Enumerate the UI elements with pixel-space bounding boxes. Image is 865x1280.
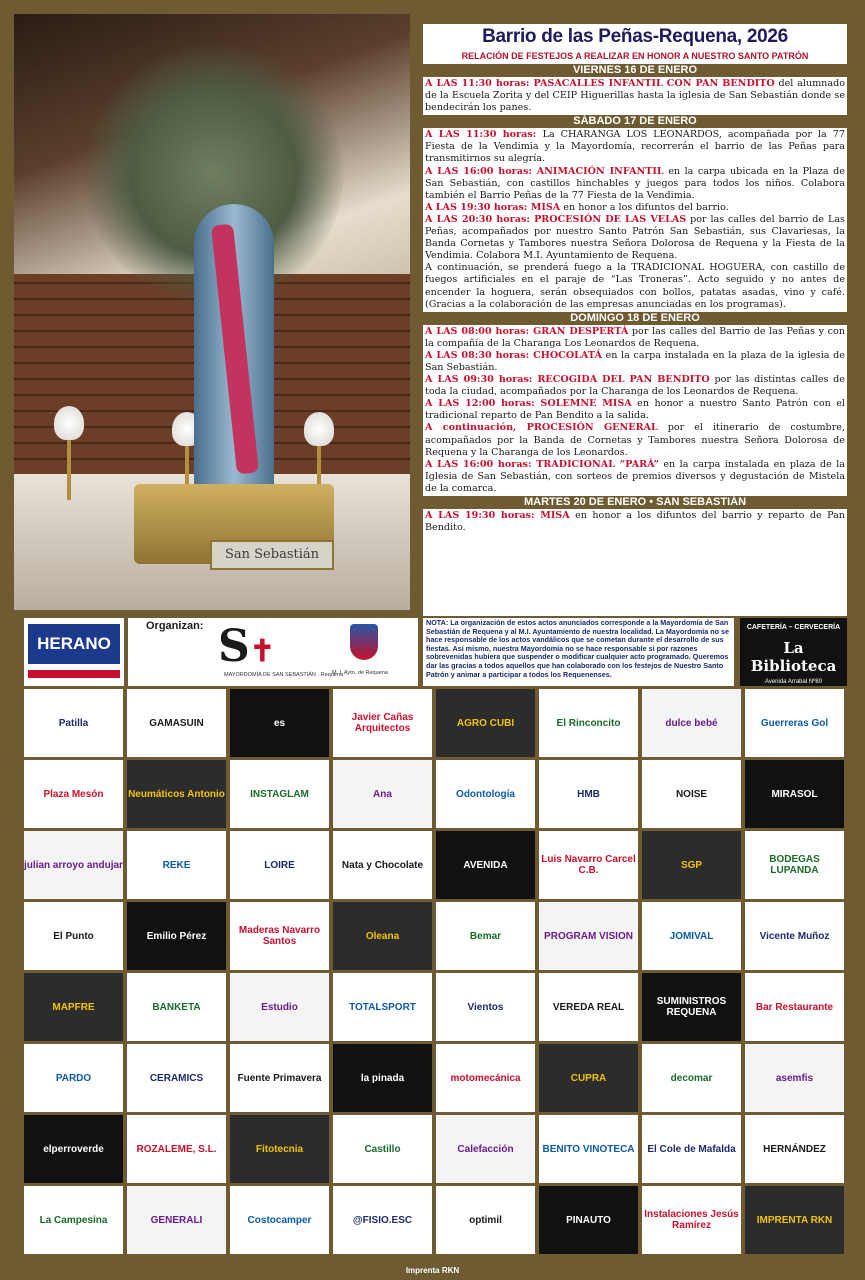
day-header: VIERNES 16 DE ENERO [423, 64, 847, 77]
sponsor-ad [333, 689, 432, 757]
sponsor-ad [642, 902, 741, 970]
sponsor-ad [333, 1115, 432, 1183]
sponsor-ad [127, 1186, 226, 1254]
sponsor-name: CERAMICS [149, 1072, 204, 1084]
sponsor-name: Calefacción [457, 1143, 514, 1155]
event-time: A LAS 08:30 horas: [425, 349, 534, 361]
event-title: MISA [530, 201, 561, 213]
sponsor-name: Maderas Navarro Santos [238, 925, 321, 947]
sponsor-name: Emilio Pérez [146, 930, 207, 942]
sponsor-ad [127, 1044, 226, 1112]
sponsor-ad [745, 973, 844, 1041]
sponsor-name: GENERALI [150, 1214, 203, 1226]
event-text: en honor a los difuntos del barrio. [560, 201, 729, 213]
sponsor-ad [642, 1186, 741, 1254]
mayordomia-text: MAYORDOMÍA DE SAN SEBASTIÁN · Requena [224, 672, 344, 678]
sponsor-name: JOMIVAL [669, 930, 714, 942]
event-title: SOLEMNE MISA [540, 398, 632, 410]
note-box: NOTA: La organización de estos actos anunciados corresponde a la Mayordomía de San Sebastián de Requena y al M.I. Ayuntamiento de nuestra localidad. La Mayordomía no se hace responsable de los actos vandálicos que se cometan durante el desarrollo de sus fiestas. Así mismo, nuestra Mayordomía no se hace responsable si por razones sobrevenidas hubiera que suspender o modificar cualquier acto programado. Queremos dar las gracias a todos aquellos que han colaborado con los festejos de Nuestro Santo Patrón y animar a participar a todos los Requenenses. [423, 618, 734, 686]
event-item [423, 202, 847, 214]
sponsor-ad [24, 1186, 123, 1254]
sponsor-ad [539, 1044, 638, 1112]
sponsor-ad [127, 973, 226, 1041]
event-text: por el itinerario de costumbre, acompañados por la Banda de Cornetas y Tambores nuestra Señora Dolorosa de Requena y la Charanga de los Leonardos. [425, 422, 846, 458]
sponsor-ad [230, 831, 329, 899]
footer-credit: Imprenta RKN [405, 1266, 460, 1275]
sponsor-name: VEREDA REAL [552, 1001, 625, 1013]
coat-of-arms-icon [350, 624, 378, 660]
event-time: A LAS 08:00 horas: [425, 325, 534, 337]
sponsor-ad [436, 760, 535, 828]
event-title: GRAN DESPERTÁ [533, 325, 629, 337]
sponsor-ad [333, 760, 432, 828]
sponsor-name: Neumáticos Antonio [128, 788, 225, 800]
event-item [423, 214, 847, 262]
sponsor-ad [745, 902, 844, 970]
sponsor-name: es [273, 717, 286, 729]
sponsor-ad [230, 760, 329, 828]
sponsor-name: asemfis [775, 1072, 814, 1084]
sponsor-name: El Rinconcito [556, 717, 621, 729]
sponsor-name: decomar [670, 1072, 713, 1084]
sponsor-name: INSTAGLAM [250, 788, 309, 800]
sponsor-ad [539, 760, 638, 828]
lamp-icon [54, 406, 84, 440]
sponsor-name: AGRO CUBI [456, 717, 515, 729]
sponsor-name: elperroverde [43, 1143, 104, 1155]
event-time: A LAS 11:30 horas: [425, 129, 543, 141]
event-title: MISA [540, 510, 570, 521]
event-time: A LAS 16:00 horas: [425, 458, 537, 470]
event-text: en la carpa instalada en plaza de la Iglesia de San Sebastián, con sorteos de premios diversos y degustación de Mistela de la comarca. [425, 458, 845, 494]
sponsor-ad [642, 760, 741, 828]
sponsor-name: Fitotecnia [255, 1143, 304, 1155]
event-item [423, 166, 847, 202]
event-text: en la carpa ubicada en la Plaza de San Sebastián, con castillos hinchables y juegos para todos los niños. Colabora también el Barrio Peñas de la 77 Fiesta de la Vendimia. [425, 165, 845, 201]
event-item [423, 129, 847, 165]
biblioteca-ad [740, 618, 847, 686]
event-text: por las calles del Barrio de las Peñas y con la compañía de la Charanga Los Leonardos de Requena. [425, 325, 845, 349]
event-time: A LAS 19:30 horas: [425, 201, 531, 213]
event-text: A continuación, se prenderá fuego a la TRADICIONAL HOGUERA, con castillo de fuegos artificiales en el paraje de “Las Troneras”. Acto seguido y no antes de encender la hoguera, serán obsequiados con bollos, patatas asadas, vino y café. (Gracias a la colaboración de las empresas anunciadas en los programas). [425, 262, 845, 310]
day-header: DOMINGO 18 DE ENERO [423, 312, 847, 325]
sponsor-ad [230, 1186, 329, 1254]
day-header: SÁBADO 17 DE ENERO [423, 115, 847, 128]
sponsor-ad [642, 1044, 741, 1112]
sponsor-name: Oleana [365, 930, 400, 942]
event-time: A LAS 19:30 horas: [425, 510, 541, 521]
event-item [423, 422, 847, 458]
sponsor-name: Odontología [456, 788, 515, 800]
sponsor-name: BENITO VINOTECA [542, 1143, 635, 1155]
event-title: CHOCOLATÁ [533, 349, 602, 361]
programme-panel [423, 24, 847, 616]
herano-logo [24, 618, 124, 686]
sponsor-ad [127, 689, 226, 757]
sponsor-name: SUMINISTROS REQUENA [656, 996, 727, 1018]
sponsor-ad [436, 831, 535, 899]
sponsor-name: Vicente Muñoz [759, 930, 830, 942]
sponsor-name: Patilla [58, 717, 89, 729]
sponsor-name: NOISE [675, 788, 708, 800]
sponsor-ad [24, 689, 123, 757]
biblioteca-address: Avenida Arrabal Nº80 [764, 679, 823, 685]
event-item [423, 459, 847, 495]
sponsor-ad [436, 689, 535, 757]
sponsor-ad [127, 831, 226, 899]
sponsor-name: PARDO [55, 1072, 92, 1084]
sponsor-ad [127, 760, 226, 828]
sponsor-name: Luis Navarro Carcel C.B. [541, 854, 636, 876]
sponsor-name: El Punto [53, 930, 94, 942]
sponsor-ad [436, 973, 535, 1041]
sponsor-name: Vientos [467, 1001, 504, 1013]
event-time: A LAS 20:30 horas: [425, 213, 535, 225]
sponsor-name: Javier Cañas Arquitectos [351, 712, 414, 734]
sponsor-name: SGP [680, 859, 703, 871]
sponsor-name: IMPRENTA RKN [756, 1214, 833, 1226]
sponsor-ad [745, 831, 844, 899]
sponsor-name: Nata y Chocolate [341, 859, 424, 871]
page-title: Barrio de las Peñas-Requena, 2026 [482, 26, 788, 47]
event-time: A LAS 11:30 horas: [425, 78, 534, 89]
event-item [423, 350, 847, 374]
sponsor-ad [333, 1044, 432, 1112]
sponsor-ad [642, 831, 741, 899]
sponsor-ad [745, 1044, 844, 1112]
sponsor-name: HERNÁNDEZ [763, 1143, 826, 1155]
event-text: en honor a los difuntos del barrio y reparto de Pan Bendito. [425, 510, 845, 534]
sponsor-name: PROGRAM VISION [544, 930, 633, 942]
event-item [423, 510, 847, 534]
event-time: A LAS 12:00 horas: [425, 398, 541, 410]
sponsor-ad [745, 1115, 844, 1183]
event-title: TRADICIONAL “PARÁ” [536, 458, 659, 470]
sponsor-ad [230, 973, 329, 1041]
biblioteca-name: La Biblioteca [750, 639, 837, 675]
sponsor-ad [539, 1186, 638, 1254]
day-header: MARTES 20 DE ENERO • SAN SEBASTIÁN [423, 496, 847, 509]
sponsor-ad [230, 1044, 329, 1112]
lamp-icon [304, 412, 334, 446]
sponsor-ad [642, 1115, 741, 1183]
sponsor-ad [24, 1115, 123, 1183]
organizers-label: Organizan: [146, 620, 204, 632]
sponsor-name: MIRASOL [771, 788, 818, 800]
event-text: por las calles del barrio de Las Peñas, acompañados por nuestro Santo Patrón San Sebastián, sus Clavariesas, la Banda Cornetas y Tambores nuestra Señora Dolorosa de Requena y la Fiesta de la Vendimia. Colabora M.I. Ayuntamiento de Requena. [425, 213, 845, 262]
sponsor-ad [642, 689, 741, 757]
sponsor-ad [745, 689, 844, 757]
saint-photo [14, 14, 410, 610]
sponsor-name: Ana [373, 788, 392, 800]
sponsor-name: TOTALSPORT [349, 1001, 416, 1013]
event-title: PROCESIÓN DE LAS VELAS [534, 213, 687, 225]
event-item [423, 374, 847, 398]
sponsor-ad [230, 902, 329, 970]
sponsor-name: Estudio [261, 1001, 298, 1013]
sponsor-ad [539, 689, 638, 757]
sponsor-name: BANKETA [152, 1001, 201, 1013]
sponsor-name: motomecánica [450, 1072, 521, 1084]
sponsor-name: BODEGAS LUPANDA [769, 854, 820, 876]
sponsor-name: LOIRE [264, 859, 295, 871]
event-item [423, 78, 847, 114]
sponsor-name: CUPRA [570, 1072, 607, 1084]
sponsor-ad [230, 689, 329, 757]
sponsor-ad [24, 902, 123, 970]
sponsor-name: @FISIO.ESC [352, 1214, 413, 1226]
days-list [423, 64, 847, 534]
sponsor-name: Plaza Mesón [43, 788, 104, 800]
sponsor-ad [24, 1044, 123, 1112]
event-time: A LAS 16:00 horas: [425, 165, 537, 177]
event-item [423, 398, 847, 422]
mayordomia-logo: S✝ [218, 621, 275, 672]
sponsor-name: AVENIDA [463, 859, 508, 871]
sponsor-ad [333, 902, 432, 970]
ayto-text: M. I. Ayto. de Requena [332, 670, 388, 676]
sponsor-name: El Cole de Mafalda [647, 1143, 736, 1155]
sponsor-ad [642, 973, 741, 1041]
sponsor-name: La Campesina [39, 1214, 108, 1226]
sponsor-ad [436, 902, 535, 970]
sponsor-name: MAPFRE [52, 1001, 95, 1013]
sponsor-ad [436, 1186, 535, 1254]
event-text: en honor a nuestro Santo Patrón con el tradicional reparto de Pan Bendito a la salida. [425, 398, 845, 422]
sponsor-name: Costocamper [247, 1214, 312, 1226]
sponsor-ad [539, 902, 638, 970]
sponsor-ad [333, 1186, 432, 1254]
sponsor-ad [230, 1115, 329, 1183]
event-item [423, 326, 847, 350]
sponsor-name: REKE [162, 859, 191, 871]
event-text: por las distintas calles de toda la ciudad, acompañados por la Charanga de los Leonardos de Requena. [425, 374, 845, 398]
sponsor-name: Bemar [469, 930, 502, 942]
sponsor-ad [333, 973, 432, 1041]
sponsor-name: HMB [577, 788, 600, 800]
sponsor-ad [24, 831, 123, 899]
event-text: del alumnado de la Escuela Zorita y del CEIP Higuerillas hasta la iglesia de San Sebastián donde se bendecirán los panes. [425, 78, 845, 114]
organizers-box [128, 618, 418, 686]
sponsor-name: Instalaciones Jesús Ramírez [644, 1209, 739, 1231]
sponsor-ad [127, 1115, 226, 1183]
page-subtitle: RELACIÓN DE FESTEJOS A REALIZAR EN HONOR A NUESTRO SANTO PATRÓN [461, 51, 809, 61]
sponsor-name: PINAUTO [566, 1214, 611, 1226]
sponsor-ad [127, 902, 226, 970]
sponsor-ad [333, 831, 432, 899]
sponsor-name: GAMASUIN [149, 717, 204, 729]
statue-plaque: San Sebastián [210, 540, 334, 570]
event-item [423, 262, 847, 310]
event-title: PROCESIÓN GENERAL [526, 422, 658, 434]
biblioteca-top: CAFETERÍA – CERVECERÍA [746, 624, 841, 631]
event-title: ANIMACIÓN INFANTIL [536, 165, 664, 177]
sponsor-name: ROZALEME, S.L. [136, 1143, 217, 1155]
sponsor-ad [24, 973, 123, 1041]
sponsor-name: Bar Restaurante [755, 1001, 834, 1013]
sponsor-ad [436, 1115, 535, 1183]
sponsor-ad [539, 1115, 638, 1183]
sponsor-name: julian arroyo andujar [24, 859, 123, 871]
event-time: A LAS 09:30 horas: [425, 374, 538, 386]
sponsor-ad [539, 831, 638, 899]
sponsor-name: Fuente Primavera [237, 1072, 322, 1084]
sponsor-name: Castillo [364, 1143, 401, 1155]
event-title: PASACALLES INFANTIL CON PAN BENDITO [533, 78, 775, 89]
sponsor-name: la pinada [360, 1072, 405, 1084]
event-text: La CHARANGA LOS LEONARDOS, acompañada por la 77 Fiesta de la Vendimia y la Mayordomía, recorrerán el barrio de las Peñas para transmitirnos su alegría. [425, 129, 845, 165]
sponsor-name: optimil [469, 1214, 502, 1226]
sponsor-name: Guerreras Gol [760, 717, 829, 729]
sponsor-ad [436, 1044, 535, 1112]
sponsor-ad [24, 760, 123, 828]
herano-text: HERANO [28, 624, 120, 664]
event-title: RECOGIDA DEL PAN BENDITO [537, 374, 710, 386]
event-text: en la carpa instalada en la plaza de la iglesia de San Sebastián. [425, 349, 845, 373]
event-time: A continuación, [425, 422, 527, 434]
sponsor-ad [745, 760, 844, 828]
sponsor-ad [745, 1186, 844, 1254]
sponsor-name: dulce bebé [665, 717, 718, 729]
sponsor-ad [539, 973, 638, 1041]
